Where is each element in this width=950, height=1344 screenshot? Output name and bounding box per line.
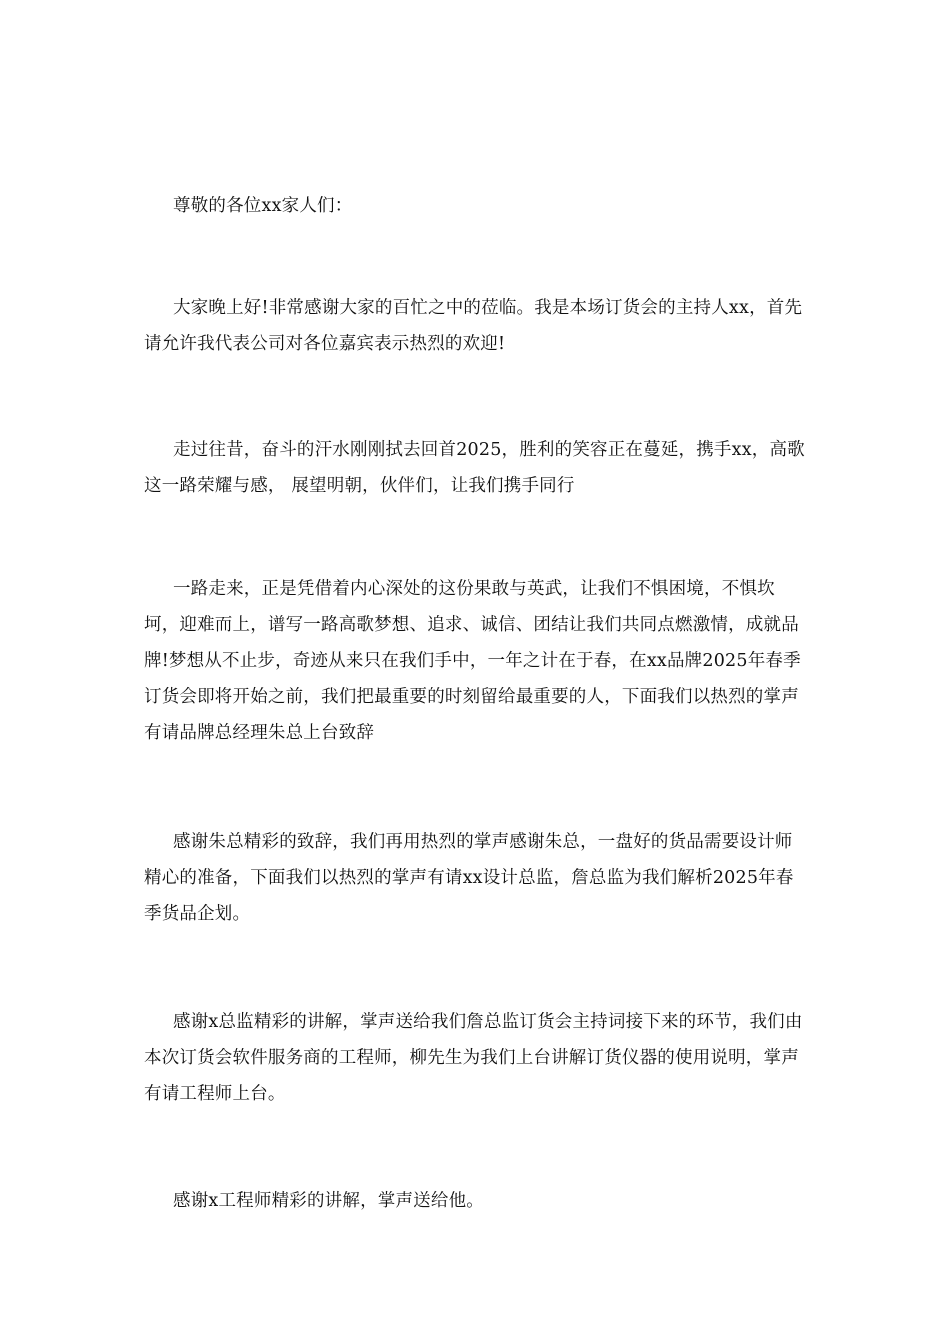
body-paragraph-greeting: 大家晚上好!非常感谢大家的百忙之中的莅临。我是本场订货会的主持人xx，首先请允许我代表公司对各位嘉宾表示热烈的欢迎!	[144, 298, 803, 354]
body-paragraph-retrospect: 走过往昔，奋斗的汗水刚刚拭去回首2025，胜利的笑容正在蔓延，携手xx，高歌这一路荣耀与感， 展望明朝，伙伴们，让我们携手同行	[144, 440, 805, 496]
salutation-paragraph: 尊敬的各位xx家人们：	[173, 196, 353, 216]
body-paragraph-thanks-engineer: 感谢x工程师精彩的讲解，掌声送给他。	[173, 1191, 484, 1211]
body-paragraph-journey: 一路走来，正是凭借着内心深处的这份果敢与英武，让我们不惧困境，不惧坎坷，迎难而上，谱写一路高歌梦想、追求、诚信、团结让我们共同点燃激情，成就品牌!梦想从不止步，奇迹从来只在我们手中，一年之计在于春，在xx品牌2025年春季订货会即将开始之前，我们把最重要的时刻留给最重要的人，下面我们以热烈的掌声有请品牌总经理朱总上台致辞	[144, 579, 801, 743]
body-paragraph-thanks-director: 感谢x总监精彩的讲解，掌声送给我们詹总监订货会主持词接下来的环节，我们由本次订货会软件服务商的工程师，柳先生为我们上台讲解订货仪器的使用说明，掌声有请工程师上台。	[144, 1012, 803, 1104]
body-paragraph-thanks-zhu: 感谢朱总精彩的致辞，我们再用热烈的掌声感谢朱总，一盘好的货品需要设计师精心的准备，下面我们以热烈的掌声有请xx设计总监，詹总监为我们解析2025年春季货品企划。	[144, 832, 794, 924]
